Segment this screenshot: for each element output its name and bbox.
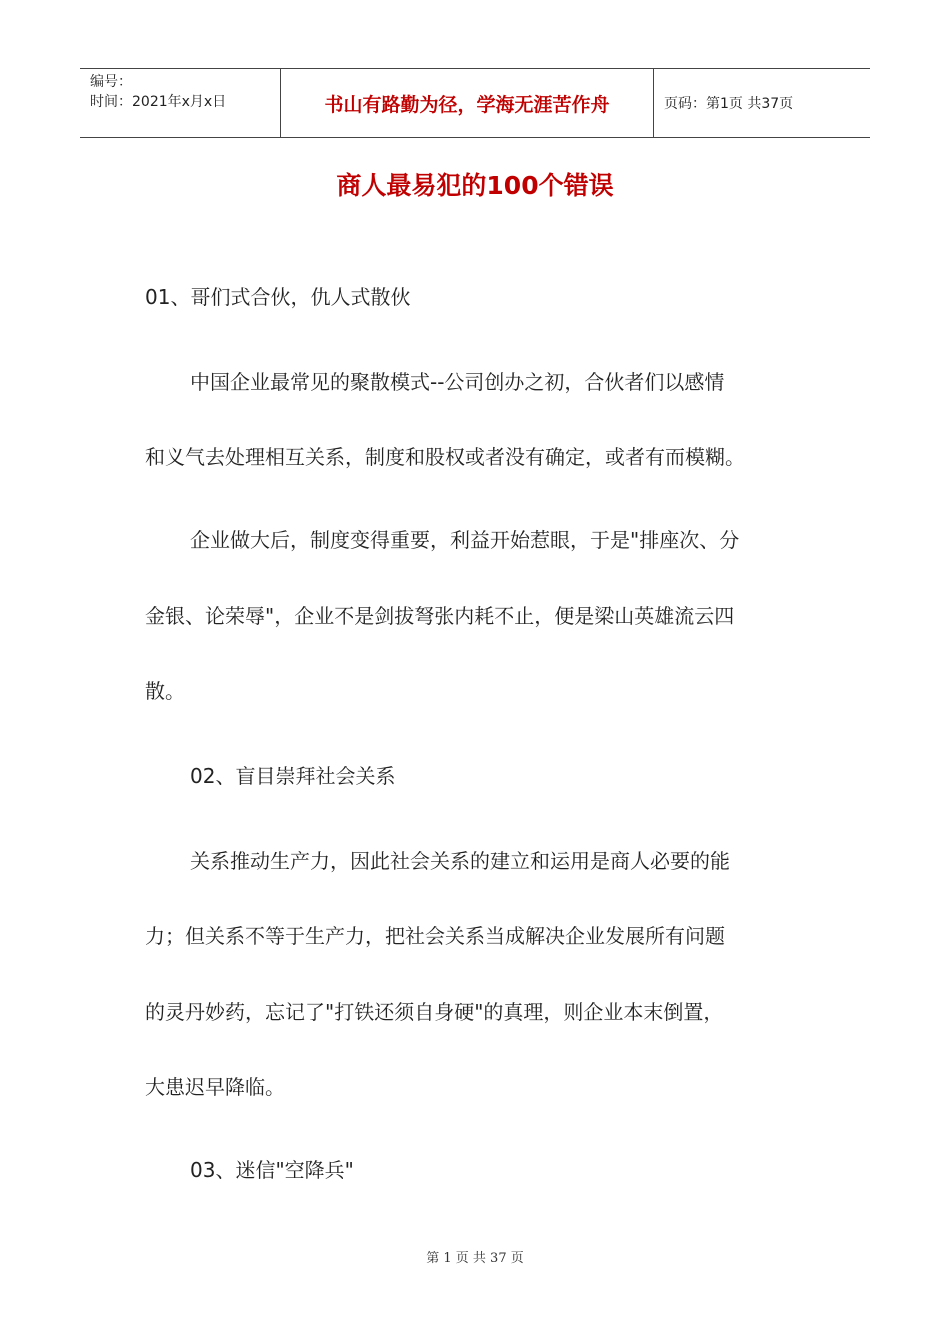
paragraph-line: 力；但关系不等于生产力，把社会关系当成解决企业发展所有问题 (145, 924, 725, 948)
paragraph-line: 企业做大后，制度变得重要，利益开始惹眼，于是"排座次、分 (190, 528, 740, 552)
paragraph-line: 散。 (145, 679, 185, 703)
number-label: 编号： (90, 74, 132, 90)
paragraph-line: 大患迟早降临。 (145, 1075, 285, 1099)
paragraph-line: 中国企业最常见的聚散模式--公司创办之初，合伙者们以感情 (190, 370, 725, 394)
header-table (80, 68, 870, 138)
section-heading-03: 03、迷信"空降兵" (190, 1158, 354, 1182)
paragraph-line: 的灵丹妙药，忘记了"打铁还须自身硬"的真理，则企业本末倒置， (145, 1000, 724, 1024)
paragraph-line: 和义气去处理相互关系，制度和股权或者没有确定，或者有而模糊。 (145, 445, 745, 469)
header-motto: 书山有路勤为径，学海无涯苦作舟 (281, 69, 654, 137)
paragraph-line: 关系推动生产力，因此社会关系的建立和运用是商人必要的能 (190, 849, 730, 873)
header-left-cell (80, 69, 281, 137)
section-heading-02: 02、盲目崇拜社会关系 (190, 764, 396, 788)
time-label: 时间：2021年x月x日 (90, 94, 227, 110)
paragraph-line: 金银、论荣辱"，企业不是剑拔弩张内耗不止，便是梁山英雄流云四 (145, 604, 735, 628)
document-title: 商人最易犯的100个错误 (336, 171, 614, 200)
section-heading-01: 01、哥们式合伙，仇人式散伙 (145, 285, 411, 309)
header-page-info: 页码：第1页 共37页 (664, 96, 794, 112)
page-footer: 第 1 页 共 37 页 (426, 1251, 524, 1266)
